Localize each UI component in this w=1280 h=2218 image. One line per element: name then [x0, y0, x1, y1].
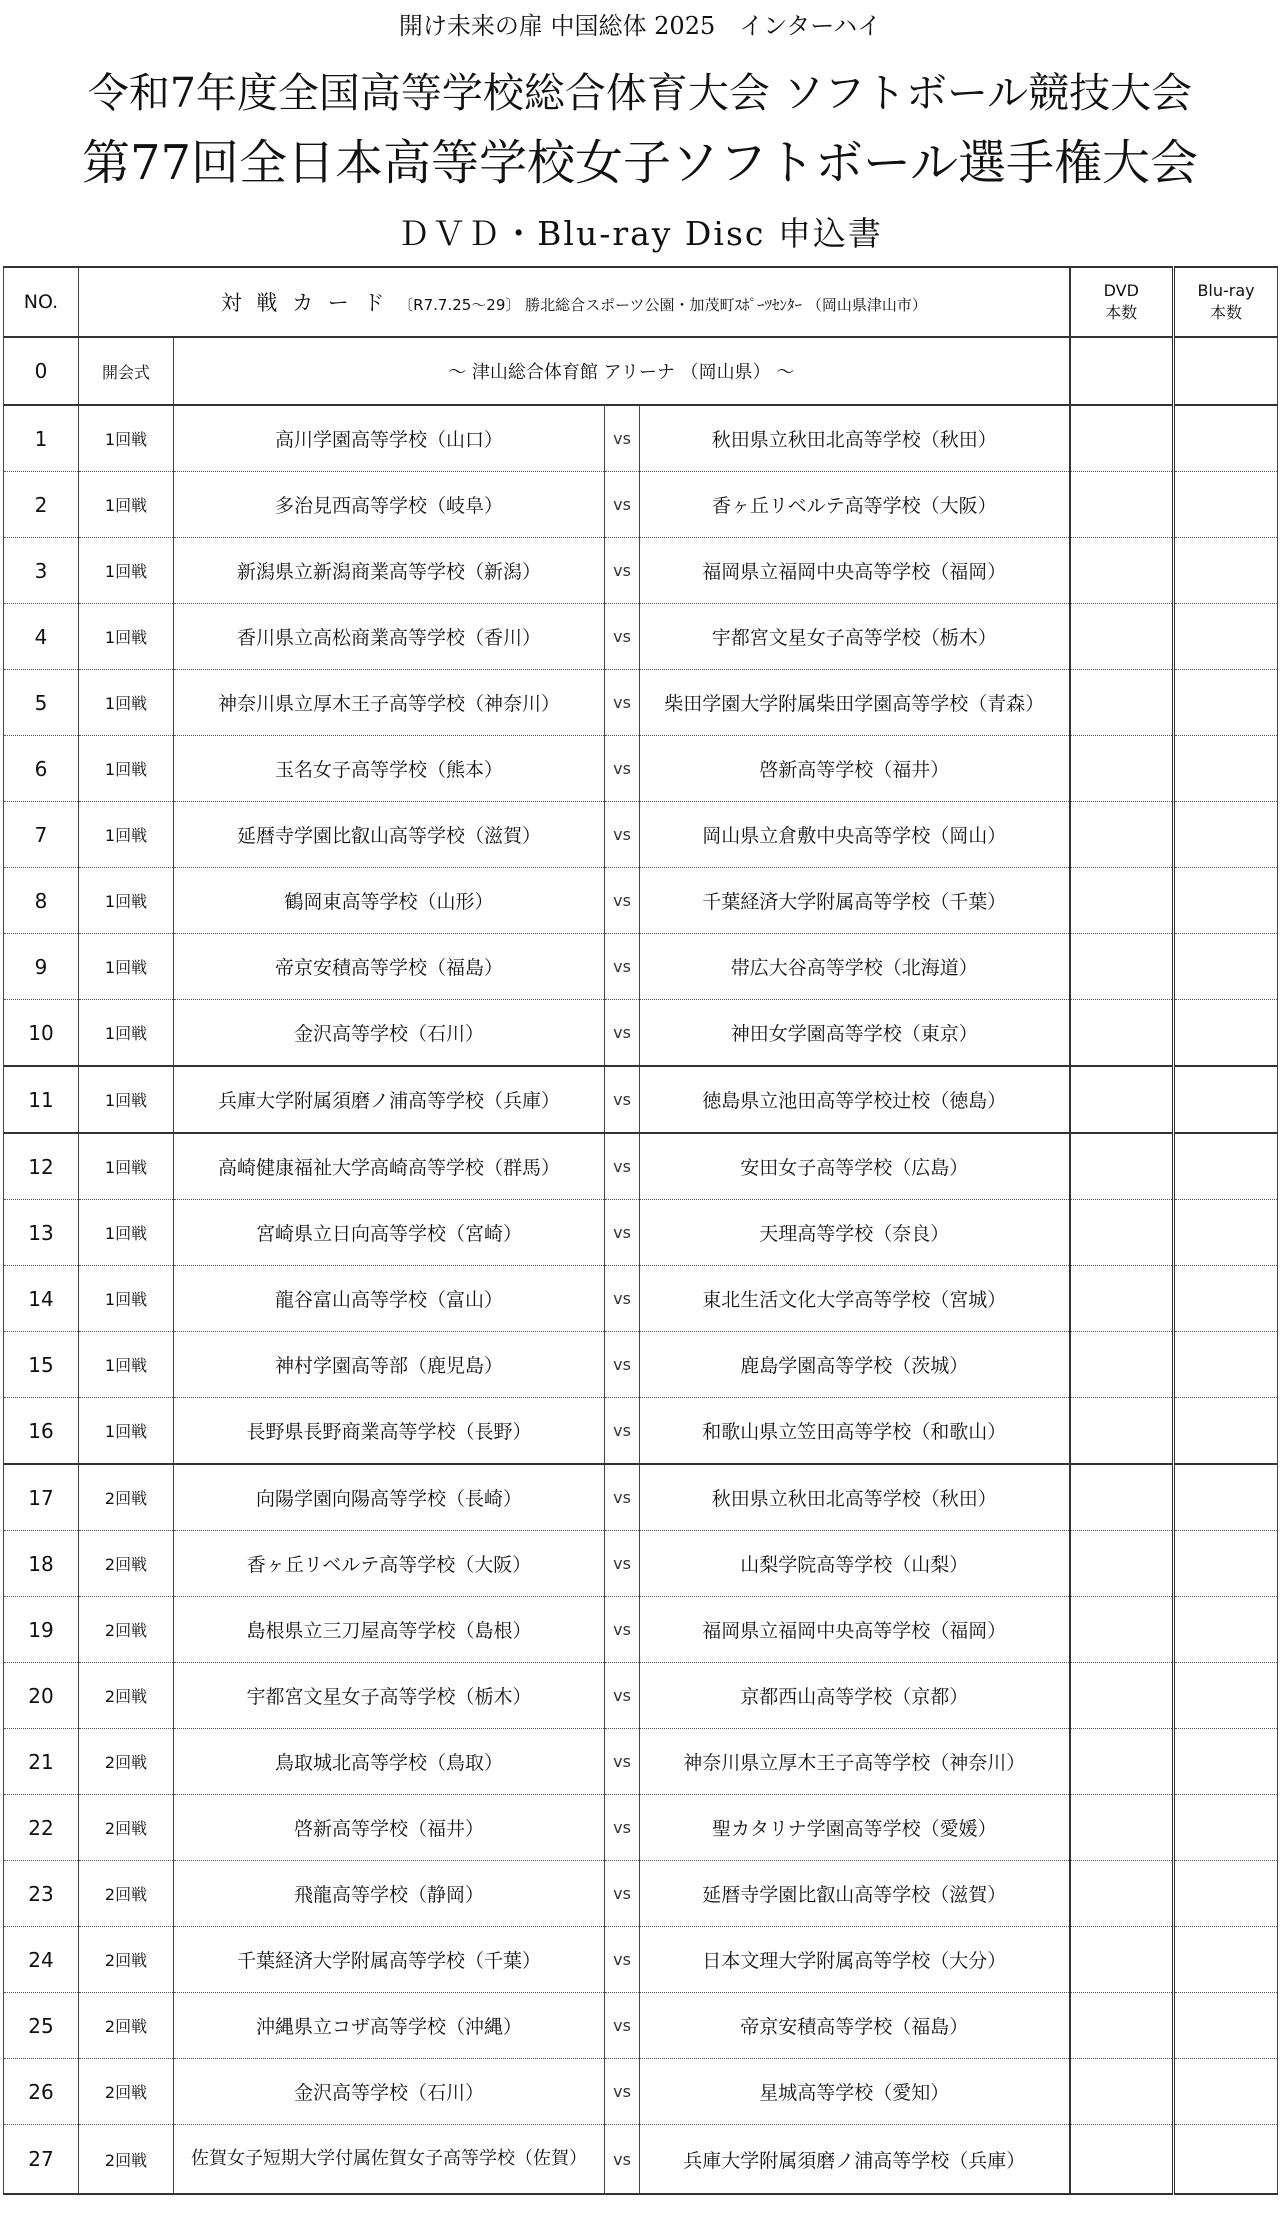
team-home: 鶴岡東高等学校（山形）	[174, 868, 605, 934]
vs-label: vs	[605, 538, 640, 604]
vs-label: vs	[605, 2059, 640, 2125]
bluray-qty-cell[interactable]	[1174, 868, 1278, 934]
opening-venue: ～ 津山総合体育館 アリーナ （岡山県） ～	[174, 337, 1070, 405]
match-number: 12	[4, 1133, 79, 1200]
match-number: 17	[4, 1464, 79, 1531]
match-number: 18	[4, 1531, 79, 1597]
dvd-qty-cell[interactable]	[1070, 1133, 1174, 1200]
table-header	[4, 267, 1278, 337]
match-round: 1回戦	[79, 1200, 174, 1266]
match-round: 2回戦	[79, 1861, 174, 1927]
dvd-qty-cell[interactable]	[1070, 604, 1174, 670]
dvd-qty-cell[interactable]	[1070, 1398, 1174, 1465]
dvd-qty-cell[interactable]	[1070, 472, 1174, 538]
match-round: 1回戦	[79, 1398, 174, 1465]
bluray-qty-cell[interactable]	[1174, 1398, 1278, 1465]
team-away: 徳島県立池田高等学校辻校（徳島）	[640, 1066, 1070, 1133]
match-number: 4	[4, 604, 79, 670]
dvd-qty-cell[interactable]	[1070, 1927, 1174, 1993]
bluray-qty-cell[interactable]	[1174, 538, 1278, 604]
match-round: 1回戦	[79, 1066, 174, 1133]
team-away: 秋田県立秋田北高等学校（秋田）	[640, 1464, 1070, 1531]
match-round: 1回戦	[79, 868, 174, 934]
bluray-qty-cell[interactable]	[1174, 1927, 1278, 1993]
match-row	[4, 1133, 1278, 1200]
vs-label: vs	[605, 1795, 640, 1861]
match-row	[4, 1795, 1278, 1861]
team-away: 秋田県立秋田北高等学校（秋田）	[640, 405, 1070, 472]
team-home: 金沢高等学校（石川）	[174, 1000, 605, 1067]
team-home: 宇都宮文星女子高等学校（栃木）	[174, 1663, 605, 1729]
match-round: 2回戦	[79, 1729, 174, 1795]
match-row	[4, 802, 1278, 868]
team-home: 佐賀女子短期大学付属佐賀女子高等学校（佐賀）	[174, 2125, 605, 2195]
match-row	[4, 670, 1278, 736]
match-number: 26	[4, 2059, 79, 2125]
bluray-qty-cell[interactable]	[1174, 2059, 1278, 2125]
vs-label: vs	[605, 405, 640, 472]
team-away: 山梨学院高等学校（山梨）	[640, 1531, 1070, 1597]
dvd-qty-cell[interactable]	[1070, 1332, 1174, 1398]
match-number: 10	[4, 1000, 79, 1067]
vs-label: vs	[605, 736, 640, 802]
bluray-qty-cell[interactable]	[1174, 1993, 1278, 2059]
team-away: 柴田学園大学附属柴田学園高等学校（青森）	[640, 670, 1070, 736]
team-home: 島根県立三刀屋高等学校（島根）	[174, 1597, 605, 1663]
dvd-qty-cell[interactable]	[1070, 2125, 1174, 2195]
match-row	[4, 1066, 1278, 1133]
team-home: 千葉経済大学附属高等学校（千葉）	[174, 1927, 605, 1993]
team-away: 安田女子高等学校（広島）	[640, 1133, 1070, 1200]
match-round: 1回戦	[79, 670, 174, 736]
dvd-qty-cell[interactable]	[1070, 736, 1174, 802]
header-dvd-line1: DVD	[1103, 281, 1139, 301]
match-row	[4, 1993, 1278, 2059]
vs-label: vs	[605, 1332, 640, 1398]
team-home: 宮崎県立日向高等学校（宮崎）	[174, 1200, 605, 1266]
team-away: 星城高等学校（愛知）	[640, 2059, 1070, 2125]
match-number: 6	[4, 736, 79, 802]
match-number: 27	[4, 2125, 79, 2195]
match-row	[4, 1200, 1278, 1266]
team-home: 延暦寺学園比叡山高等学校（滋賀）	[174, 802, 605, 868]
header-bluray-line1: Blu-ray	[1197, 281, 1255, 301]
dvd-qty-cell[interactable]	[1070, 868, 1174, 934]
match-round: 1回戦	[79, 1266, 174, 1332]
vs-label: vs	[605, 670, 640, 736]
match-round: 1回戦	[79, 736, 174, 802]
team-home: 飛龍高等学校（静岡）	[174, 1861, 605, 1927]
opening-label: 開会式	[79, 337, 174, 405]
team-away: 兵庫大学附属須磨ノ浦高等学校（兵庫）	[640, 2125, 1070, 2195]
bluray-qty-cell[interactable]	[1174, 1200, 1278, 1266]
team-home: 香川県立高松商業高等学校（香川）	[174, 604, 605, 670]
team-home: 沖縄県立コザ高等学校（沖縄）	[174, 1993, 605, 2059]
vs-label: vs	[605, 1993, 640, 2059]
match-round: 1回戦	[79, 934, 174, 1000]
dvd-qty-cell[interactable]	[1070, 1861, 1174, 1927]
match-round: 2回戦	[79, 1993, 174, 2059]
match-round: 1回戦	[79, 405, 174, 472]
vs-label: vs	[605, 1464, 640, 1531]
match-row	[4, 1332, 1278, 1398]
match-number: 24	[4, 1927, 79, 1993]
header-dvd-line2: 本数	[1105, 303, 1138, 322]
form-title: ＤＶＤ・Blu-ray Disc 申込書	[397, 214, 883, 253]
vs-label: vs	[605, 604, 640, 670]
match-row	[4, 1663, 1278, 1729]
match-row	[4, 2059, 1278, 2125]
match-row	[4, 1861, 1278, 1927]
dvd-qty-cell[interactable]	[1070, 1464, 1174, 1531]
vs-label: vs	[605, 1000, 640, 1067]
team-away: 神奈川県立厚木王子高等学校（神奈川）	[640, 1729, 1070, 1795]
dvd-qty-cell[interactable]	[1070, 670, 1174, 736]
match-row	[4, 934, 1278, 1000]
bluray-qty-cell[interactable]	[1174, 670, 1278, 736]
dvd-qty-cell[interactable]	[1070, 2059, 1174, 2125]
bluray-qty-cell[interactable]	[1174, 472, 1278, 538]
dvd-qty-cell[interactable]	[1070, 538, 1174, 604]
team-home: 玉名女子高等学校（熊本）	[174, 736, 605, 802]
match-number: 19	[4, 1597, 79, 1663]
match-number: 22	[4, 1795, 79, 1861]
match-row	[4, 736, 1278, 802]
dvd-qty-cell[interactable]	[1070, 1266, 1174, 1332]
vs-label: vs	[605, 802, 640, 868]
bluray-qty-cell[interactable]	[1174, 604, 1278, 670]
dvd-qty-cell[interactable]	[1070, 1200, 1174, 1266]
match-number: 15	[4, 1332, 79, 1398]
dvd-qty-cell[interactable]	[1070, 802, 1174, 868]
tournament-title: 令和7年度全国高等学校総合体育大会 ソフトボール競技大会	[87, 69, 1193, 117]
team-away: 宇都宮文星女子高等学校（栃木）	[640, 604, 1070, 670]
dvd-qty-cell[interactable]	[1070, 1993, 1174, 2059]
vs-label: vs	[605, 934, 640, 1000]
match-number: 3	[4, 538, 79, 604]
opening-ceremony-row	[4, 337, 1278, 405]
match-round: 1回戦	[79, 1000, 174, 1067]
match-number: 20	[4, 1663, 79, 1729]
team-away: 鹿島学園高等学校（茨城）	[640, 1332, 1070, 1398]
team-home: 新潟県立新潟商業高等学校（新潟）	[174, 538, 605, 604]
team-away: 帝京安積高等学校（福島）	[640, 1993, 1070, 2059]
team-home: 兵庫大学附属須磨ノ浦高等学校（兵庫）	[174, 1066, 605, 1133]
bluray-qty-cell[interactable]	[1174, 2125, 1278, 2195]
bluray-qty-cell[interactable]	[1174, 1464, 1278, 1531]
header-bluray	[1174, 267, 1278, 337]
bluray-qty-cell[interactable]	[1174, 1066, 1278, 1133]
match-round: 2回戦	[79, 1663, 174, 1729]
match-row	[4, 538, 1278, 604]
bluray-qty-cell[interactable]	[1174, 1663, 1278, 1729]
team-away: 延暦寺学園比叡山高等学校（滋賀）	[640, 1861, 1070, 1927]
match-number: 7	[4, 802, 79, 868]
dvd-qty-cell[interactable]	[1070, 405, 1174, 472]
bluray-qty-cell[interactable]	[1174, 802, 1278, 868]
bluray-qty-cell[interactable]	[1174, 1597, 1278, 1663]
team-away: 和歌山県立笠田高等学校（和歌山）	[640, 1398, 1070, 1465]
vs-label: vs	[605, 472, 640, 538]
team-home: 高川学園高等学校（山口）	[174, 405, 605, 472]
team-home: 神奈川県立厚木王子高等学校（神奈川）	[174, 670, 605, 736]
match-round: 1回戦	[79, 604, 174, 670]
match-row	[4, 1597, 1278, 1663]
match-number: 13	[4, 1200, 79, 1266]
match-round: 1回戦	[79, 1332, 174, 1398]
team-home: 神村学園高等部（鹿児島）	[174, 1332, 605, 1398]
match-row	[4, 1927, 1278, 1993]
dvd-qty-cell[interactable]	[1070, 1663, 1174, 1729]
vs-label: vs	[605, 868, 640, 934]
team-home: 金沢高等学校（石川）	[174, 2059, 605, 2125]
match-round: 2回戦	[79, 2125, 174, 2195]
team-home: 龍谷富山高等学校（富山）	[174, 1266, 605, 1332]
match-round: 1回戦	[79, 472, 174, 538]
bluray-qty-cell[interactable]	[1174, 1000, 1278, 1067]
match-number: 25	[4, 1993, 79, 2059]
dvd-qty-cell[interactable]	[1070, 1000, 1174, 1067]
header-bluray-line2: 本数	[1210, 303, 1243, 322]
match-number: 11	[4, 1066, 79, 1133]
team-away: 啓新高等学校（福井）	[640, 736, 1070, 802]
match-row	[4, 1000, 1278, 1067]
bluray-qty-cell[interactable]	[1174, 934, 1278, 1000]
team-away: 香ヶ丘リベルテ高等学校（大阪）	[640, 472, 1070, 538]
bluray-qty-cell[interactable]	[1174, 1332, 1278, 1398]
bluray-qty-cell[interactable]	[1174, 405, 1278, 472]
team-home: 長野県長野商業高等学校（長野）	[174, 1398, 605, 1465]
match-number: 21	[4, 1729, 79, 1795]
match-row	[4, 1729, 1278, 1795]
dvd-qty-cell[interactable]	[1070, 1729, 1174, 1795]
team-home: 鳥取城北高等学校（鳥取）	[174, 1729, 605, 1795]
header-dvd	[1070, 267, 1174, 337]
bluray-qty-cell[interactable]	[1174, 1531, 1278, 1597]
match-round: 2回戦	[79, 1531, 174, 1597]
match-round: 1回戦	[79, 1133, 174, 1200]
match-row	[4, 604, 1278, 670]
vs-label: vs	[605, 1927, 640, 1993]
dvd-qty-cell[interactable]	[1070, 1066, 1174, 1133]
match-round: 2回戦	[79, 1927, 174, 1993]
championship-title: 第77回全日本高等学校女子ソフトボール選手権大会	[81, 135, 1199, 191]
vs-label: vs	[605, 1066, 640, 1133]
bluray-qty-cell[interactable]	[1174, 1861, 1278, 1927]
team-away: 神田女学園高等学校（東京）	[640, 1000, 1070, 1067]
match-card-label: 対 戦 カ ー ド	[220, 291, 389, 315]
team-away: 東北生活文化大学高等学校（宮城）	[640, 1266, 1070, 1332]
team-away: 聖カタリナ学園高等学校（愛媛）	[640, 1795, 1070, 1861]
vs-label: vs	[605, 1266, 640, 1332]
vs-label: vs	[605, 1663, 640, 1729]
team-home: 啓新高等学校（福井）	[174, 1795, 605, 1861]
match-number: 14	[4, 1266, 79, 1332]
team-away: 岡山県立倉敷中央高等学校（岡山）	[640, 802, 1070, 868]
row-number: 0	[4, 337, 79, 405]
team-home: 向陽学園向陽高等学校（長崎）	[174, 1464, 605, 1531]
event-subtitle: 開け未来の扉 中国総体 2025 インターハイ	[398, 12, 882, 40]
bluray-qty-cell[interactable]	[1174, 1133, 1278, 1200]
match-round: 2回戦	[79, 1464, 174, 1531]
dvd-qty-cell[interactable]	[1070, 337, 1174, 405]
vs-label: vs	[605, 1133, 640, 1200]
match-row	[4, 2125, 1278, 2195]
bluray-qty-cell[interactable]	[1174, 1729, 1278, 1795]
bluray-qty-cell[interactable]	[1174, 337, 1278, 405]
match-card-detail: 〔R7.7.25～29〕 勝北総合スポーツ公園・加茂町ｽﾎﾟｰﾂｾﾝﾀｰ （岡山県津山市）	[398, 296, 927, 314]
bluray-qty-cell[interactable]	[1174, 736, 1278, 802]
match-number: 1	[4, 405, 79, 472]
team-away: 千葉経済大学附属高等学校（千葉）	[640, 868, 1070, 934]
match-number: 9	[4, 934, 79, 1000]
team-home: 高崎健康福祉大学高崎高等学校（群馬）	[174, 1133, 605, 1200]
match-round: 2回戦	[79, 1795, 174, 1861]
bluray-qty-cell[interactable]	[1174, 1266, 1278, 1332]
vs-label: vs	[605, 1398, 640, 1465]
header-no: NO.	[4, 267, 79, 337]
match-row	[4, 1266, 1278, 1332]
match-round: 2回戦	[79, 1597, 174, 1663]
dvd-qty-cell[interactable]	[1070, 1597, 1174, 1663]
team-home: 香ヶ丘リベルテ高等学校（大阪）	[174, 1531, 605, 1597]
match-number: 5	[4, 670, 79, 736]
dvd-qty-cell[interactable]	[1070, 1531, 1174, 1597]
match-round: 1回戦	[79, 802, 174, 868]
vs-label: vs	[605, 1861, 640, 1927]
match-number: 8	[4, 868, 79, 934]
match-row	[4, 472, 1278, 538]
team-away: 福岡県立福岡中央高等学校（福岡）	[640, 538, 1070, 604]
team-away: 京都西山高等学校（京都）	[640, 1663, 1070, 1729]
match-number: 2	[4, 472, 79, 538]
team-away: 帯広大谷高等学校（北海道）	[640, 934, 1070, 1000]
match-round: 1回戦	[79, 538, 174, 604]
bluray-qty-cell[interactable]	[1174, 1795, 1278, 1861]
order-table	[3, 266, 1278, 2195]
vs-label: vs	[605, 1597, 640, 1663]
match-row	[4, 1398, 1278, 1465]
dvd-qty-cell[interactable]	[1070, 1795, 1174, 1861]
team-home: 帝京安積高等学校（福島）	[174, 934, 605, 1000]
dvd-qty-cell[interactable]	[1070, 934, 1174, 1000]
match-number: 16	[4, 1398, 79, 1465]
header-match-card	[79, 267, 1070, 337]
vs-label: vs	[605, 1200, 640, 1266]
match-row	[4, 405, 1278, 472]
team-home: 多治見西高等学校（岐阜）	[174, 472, 605, 538]
match-number: 23	[4, 1861, 79, 1927]
match-row	[4, 868, 1278, 934]
team-away: 日本文理大学附属高等学校（大分）	[640, 1927, 1070, 1993]
team-away: 天理高等学校（奈良）	[640, 1200, 1070, 1266]
match-round: 2回戦	[79, 2059, 174, 2125]
vs-label: vs	[605, 2125, 640, 2195]
vs-label: vs	[605, 1531, 640, 1597]
match-rows	[4, 405, 1278, 2194]
team-away: 福岡県立福岡中央高等学校（福岡）	[640, 1597, 1070, 1663]
match-row	[4, 1531, 1278, 1597]
vs-label: vs	[605, 1729, 640, 1795]
match-row	[4, 1464, 1278, 1531]
